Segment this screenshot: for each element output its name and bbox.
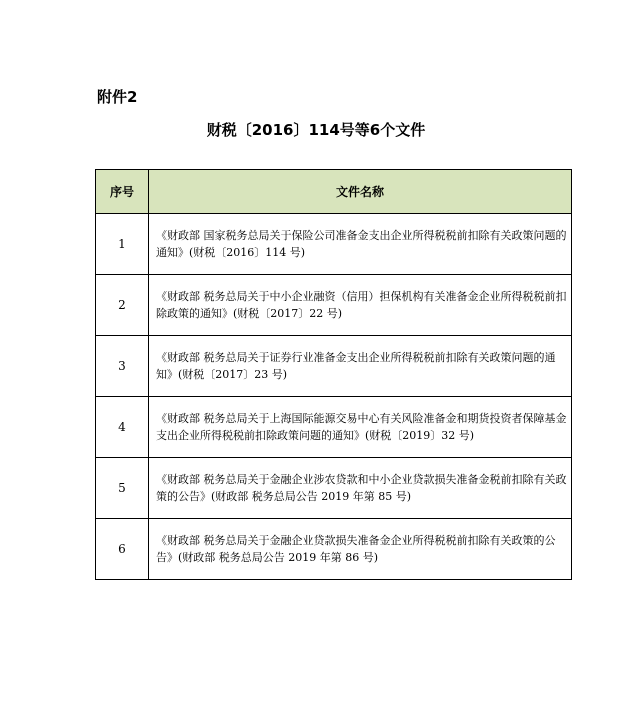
row-number: 2 bbox=[96, 275, 149, 336]
attachment-label: 附件2 bbox=[97, 88, 138, 106]
row-file-name: 《财政部 税务总局关于证券行业准备金支出企业所得税税前扣除有关政策问题的通知》(财税〔2017〕23 号) bbox=[149, 336, 572, 397]
row-file-name: 《财政部 税务总局关于金融企业涉农贷款和中小企业贷款损失准备金税前扣除有关政策的公告》(财政部 税务总局公告 2019 年第 85 号) bbox=[149, 458, 572, 519]
row-file-name: 《财政部 税务总局关于中小企业融资（信用）担保机构有关准备金企业所得税税前扣除政策的通知》(财税〔2017〕22 号) bbox=[149, 275, 572, 336]
table-row bbox=[96, 397, 572, 458]
table-row bbox=[96, 458, 572, 519]
row-file-name: 《财政部 税务总局关于上海国际能源交易中心有关风险准备金和期货投资者保障基金支出企业所得税税前扣除政策问题的通知》(财税〔2019〕32 号) bbox=[149, 397, 572, 458]
document-title: 财税〔2016〕114号等6个文件 bbox=[206, 121, 426, 139]
row-number: 6 bbox=[96, 519, 149, 580]
file-list-table bbox=[95, 169, 572, 580]
row-file-name: 《财政部 税务总局关于金融企业贷款损失准备金企业所得税税前扣除有关政策的公告》(财政部 税务总局公告 2019 年第 86 号) bbox=[149, 519, 572, 580]
table-row bbox=[96, 336, 572, 397]
table-row bbox=[96, 519, 572, 580]
row-number: 3 bbox=[96, 336, 149, 397]
row-number: 1 bbox=[96, 214, 149, 275]
table-row bbox=[96, 214, 572, 275]
row-file-name: 《财政部 国家税务总局关于保险公司准备金支出企业所得税税前扣除有关政策问题的通知》(财税〔2016〕114 号) bbox=[149, 214, 572, 275]
table-row bbox=[96, 275, 572, 336]
header-file-name: 文件名称 bbox=[149, 170, 572, 214]
row-number: 4 bbox=[96, 397, 149, 458]
header-serial-number: 序号 bbox=[96, 170, 149, 214]
row-number: 5 bbox=[96, 458, 149, 519]
table-header-row bbox=[96, 170, 572, 214]
